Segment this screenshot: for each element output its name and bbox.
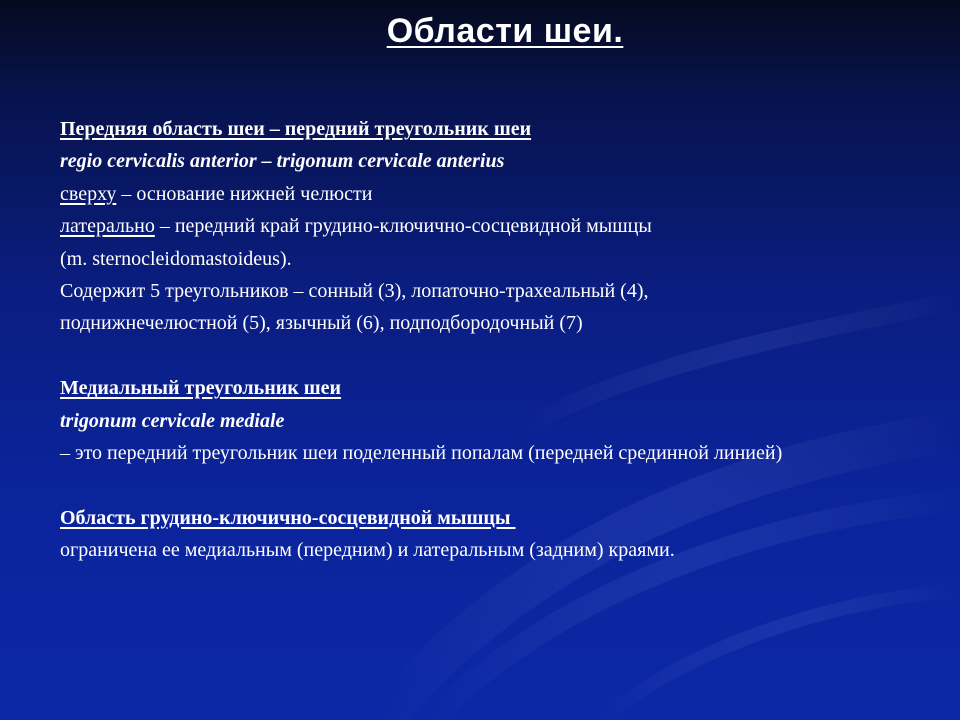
section1-contains-line1: Содержит 5 треугольников – сонный (3), лопаточно-трахеальный (4), <box>60 280 649 303</box>
section1-contains-line2: поднижнечелюстной (5), язычный (6), подподбородочный (7) <box>60 312 583 335</box>
slide-title-text: Области шеи. <box>386 12 624 50</box>
section2-heading: Медиальный треугольник шеи <box>60 377 342 400</box>
section2-heading-line <box>60 372 930 404</box>
spacer <box>60 469 930 501</box>
section2-description: – это передний треугольник шеи поделенный попалам (передней срединной линией) <box>60 442 783 465</box>
section1-upper-line <box>60 178 930 210</box>
section2-latin: trigonum cervicale mediale <box>60 409 285 432</box>
section1-latin: regio cervicalis anterior – trigonum cervicale anterius <box>60 150 505 173</box>
section1-heading-line <box>60 113 930 145</box>
slide-content <box>60 113 930 567</box>
section1-upper-text: – основание нижней челюсти <box>116 182 373 205</box>
section3-heading: Область грудино-ключично-сосцевидной мышцы <box>60 506 516 529</box>
section3-description: ограничена ее медиальным (передним) и латеральным (задним) краями. <box>60 539 675 562</box>
section1-heading: Передняя область шеи – передний треугольник шеи <box>60 118 532 140</box>
section1-lateral-term: латерально <box>60 215 155 238</box>
section1-muscle-latin: (m. sternocleidomastoideus). <box>60 247 292 270</box>
section1-upper-term: сверху <box>60 182 117 205</box>
slide-title <box>0 12 960 51</box>
spacer <box>60 340 930 372</box>
section3-heading-line <box>60 502 930 534</box>
section1-lateral-text: – передний край грудино-ключично-сосцевидной мышцы <box>154 215 652 238</box>
section1-lateral-line <box>60 210 930 242</box>
